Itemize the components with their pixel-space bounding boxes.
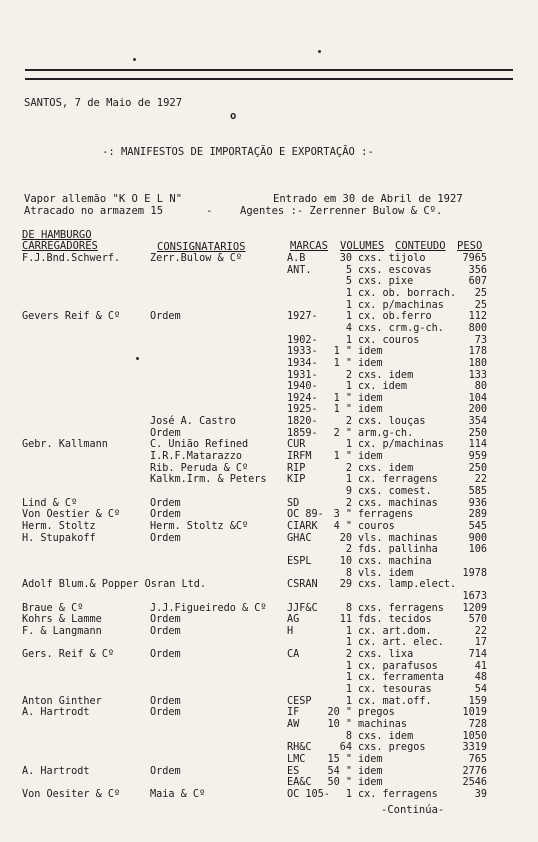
- cell-mar: 1927-: [287, 311, 318, 323]
- cell-peso: 1978: [462, 567, 487, 579]
- cell-con: Kalkm.Irm. & Peters: [150, 474, 267, 486]
- cell-desc: vls. machinas: [358, 532, 438, 544]
- cell-mar: AG: [287, 614, 300, 626]
- cell-rem: Adolf Blum.& Popper Osran Ltd.: [22, 579, 207, 591]
- cell-mar: 1940-: [287, 381, 318, 393]
- table-row: [0, 754, 538, 766]
- cell-con: Ordem: [150, 649, 181, 661]
- cell-desc: cxs. idem: [358, 369, 414, 381]
- cell-qty: 4 ": [333, 520, 352, 532]
- table-row: [0, 672, 538, 684]
- cell-mar: 1934-: [287, 357, 318, 369]
- cell-qty: 4: [345, 322, 352, 334]
- cell-peso: 25: [474, 299, 487, 311]
- col-carregadores: CARREGADORES: [22, 240, 98, 252]
- agents-line: Agentes :- Zerrenner Bulow & Cº.: [240, 205, 443, 217]
- cell-mar: 1925-: [287, 404, 318, 416]
- cell-qty: 10 ": [327, 719, 352, 730]
- cell-qty: 30: [339, 253, 352, 264]
- cell-mar: 1820-: [287, 416, 318, 428]
- cell-qty: 9: [345, 486, 352, 497]
- cell-qty: 1 ": [333, 357, 352, 369]
- cell-qty: 2 ": [333, 427, 352, 439]
- table-row: [0, 416, 538, 428]
- table-row: [0, 253, 538, 265]
- cell-desc: idem: [358, 753, 383, 765]
- cell-qty: 8: [345, 567, 352, 579]
- cell-mar: SD: [287, 497, 300, 509]
- table-row: [0, 474, 538, 486]
- cell-desc: cxs. comest.: [358, 486, 432, 497]
- cell-peso: 54: [474, 684, 487, 696]
- table-row: [0, 451, 538, 463]
- cell-con: Ordem: [150, 707, 181, 719]
- cell-desc: cxs. crm.g-ch.: [358, 322, 444, 334]
- docked-line: Atracado no armazem 15: [24, 205, 164, 217]
- cell-desc: cx. p/machinas: [358, 299, 444, 311]
- cell-qty: 1 ": [333, 451, 352, 463]
- table-row: [0, 439, 538, 451]
- cell-mar: LMC: [287, 753, 306, 765]
- table-row: [0, 393, 538, 405]
- cell-peso: 354: [468, 416, 487, 428]
- cell-qty: 1: [345, 660, 352, 672]
- cell-desc: cx. art.dom.: [358, 625, 432, 637]
- cell-con: Ordem: [150, 614, 181, 626]
- table-row: [0, 498, 538, 510]
- cell-con: Ordem: [150, 509, 181, 521]
- table-row: [0, 463, 538, 475]
- cell-desc: cxs. tijolo: [358, 253, 426, 264]
- cell-peso: 73: [474, 334, 487, 346]
- col-conteudo: CONTEUDO: [395, 240, 446, 252]
- cell-peso: 1209: [462, 602, 487, 614]
- cell-desc: cx. ferragens: [358, 474, 438, 486]
- cell-qty: 29: [339, 579, 352, 591]
- cell-peso: 959: [468, 451, 487, 463]
- cell-desc: cxs. idem: [358, 462, 414, 474]
- cell-desc: vls. idem: [358, 567, 414, 579]
- cell-desc: idem: [358, 404, 383, 416]
- cell-desc: cxs. pixe: [358, 276, 414, 288]
- cell-con: I.R.F.Matarazzo: [150, 451, 243, 463]
- table-row: [0, 661, 538, 673]
- cell-mar: ANT.: [287, 264, 312, 276]
- cell-peso: 714: [468, 649, 487, 661]
- cell-desc: idem: [358, 392, 383, 404]
- cell-rem: A. Hartrodt: [22, 707, 90, 719]
- cell-mar: GHAC: [287, 532, 312, 544]
- cell-desc: cx. p/machinas: [358, 439, 444, 451]
- cell-desc: cxs. pregos: [358, 742, 426, 754]
- cell-con: J.J.Figueiredo & Cº: [150, 602, 267, 614]
- cell-peso: 585: [468, 486, 487, 497]
- scan-speck: [133, 58, 136, 61]
- cell-qty: 2: [345, 497, 352, 509]
- col-consignatarios: CONSIGNATARIOS: [157, 241, 246, 253]
- table-row: [0, 486, 538, 498]
- cell-qty: 2: [345, 416, 352, 428]
- cell-qty: 1: [345, 684, 352, 696]
- top-rule-1: [25, 69, 513, 71]
- table-row: [0, 637, 538, 649]
- cell-mar: A.B: [287, 253, 306, 264]
- cell-con: Herm. Stoltz &Cº: [150, 520, 249, 532]
- cell-rem: F.J.Bnd.Schwerf.: [22, 253, 121, 264]
- cell-con: Ordem: [150, 497, 181, 509]
- cell-rem: Anton Ginther: [22, 695, 102, 707]
- cell-qty: 1: [345, 672, 352, 684]
- table-row: [0, 381, 538, 393]
- cell-desc: cx. ob.ferro: [358, 311, 432, 323]
- cell-peso: 800: [468, 322, 487, 334]
- cell-peso: 936: [468, 497, 487, 509]
- cell-rem: Gevers Reif & Cº: [22, 311, 121, 323]
- cell-mar: EA&C: [287, 777, 312, 789]
- cell-rem: Von Oestier & Cº: [22, 509, 121, 521]
- cell-qty: 54 ": [327, 765, 352, 777]
- table-row: [0, 276, 538, 288]
- cell-rem: A. Hartrodt: [22, 765, 90, 777]
- cell-mar: ESPL: [287, 555, 312, 567]
- table-row: [0, 311, 538, 323]
- table-row: [0, 591, 538, 603]
- cell-peso: 728: [468, 719, 487, 730]
- cell-peso: 250: [468, 427, 487, 439]
- table-row: [0, 533, 538, 545]
- cell-rem: Gebr. Kallmann: [22, 439, 108, 451]
- document-heading: -: MANIFESTOS DE IMPORTAÇÃO E EXPORTAÇÃO :-: [102, 146, 374, 158]
- cell-desc: cx. parafusos: [358, 660, 438, 672]
- arrival-date: Entrado em 30 de Abril de 1927: [273, 193, 463, 205]
- cell-qty: 1: [345, 637, 352, 649]
- cell-qty: 11: [339, 614, 352, 626]
- cell-rem: Gers. Reif & Cº: [22, 649, 115, 661]
- cell-mar: IRFM: [287, 451, 312, 463]
- cell-desc: cxs. machina: [358, 555, 432, 567]
- cell-qty: 20: [339, 532, 352, 544]
- cell-qty: 8: [345, 602, 352, 614]
- cell-peso: 250: [468, 462, 487, 474]
- cell-con: Rib. Peruda & Cº: [150, 462, 249, 474]
- vessel-line: Vapor allemão "K O E L N": [24, 193, 183, 205]
- cell-mar: OC 89-: [287, 509, 324, 521]
- table-row: [0, 614, 538, 626]
- cell-con: Ordem: [150, 427, 181, 439]
- cell-desc: cx. idem: [358, 381, 408, 393]
- cell-con: Ordem: [150, 311, 181, 323]
- cell-desc: cxs. lixa: [358, 649, 414, 661]
- table-row: [0, 766, 538, 778]
- table-row: [0, 323, 538, 335]
- cell-rem: Lind & Cº: [22, 497, 78, 509]
- cell-peso: 2546: [462, 777, 487, 789]
- table-row: [0, 521, 538, 533]
- table-row: [0, 335, 538, 347]
- cell-desc: cxs. escovas: [358, 264, 432, 276]
- cell-peso: 112: [468, 311, 487, 323]
- cell-peso: 1050: [462, 730, 487, 742]
- cell-peso: 114: [468, 439, 487, 451]
- cell-mar: OC 105-: [287, 788, 330, 800]
- cell-mar: AW: [287, 719, 300, 730]
- table-row: [0, 544, 538, 556]
- cell-peso: 1019: [462, 707, 487, 719]
- cell-mar: 1924-: [287, 392, 318, 404]
- cell-desc: pregos: [358, 707, 395, 719]
- cell-mar: CIARK: [287, 520, 318, 532]
- cell-con: C. União Refined: [150, 439, 249, 451]
- cell-qty: 8: [345, 730, 352, 742]
- table-row: [0, 684, 538, 696]
- cell-peso: 1673: [462, 590, 487, 602]
- cell-qty: 2: [345, 544, 352, 556]
- cell-peso: 178: [468, 346, 487, 358]
- scan-speck: [318, 50, 321, 53]
- cell-mar: 1931-: [287, 369, 318, 381]
- table-row: [0, 626, 538, 638]
- cell-qty: 2: [345, 369, 352, 381]
- cell-qty: 15 ": [327, 753, 352, 765]
- cell-peso: 106: [468, 544, 487, 556]
- cell-rem: Braue & Cº: [22, 602, 84, 614]
- cell-qty: 1: [345, 311, 352, 323]
- cell-desc: idem: [358, 357, 383, 369]
- cell-peso: 545: [468, 520, 487, 532]
- place-date: SANTOS, 7 de Maio de 1927: [24, 97, 183, 109]
- cell-peso: 104: [468, 392, 487, 404]
- top-rule-2: [25, 78, 513, 80]
- table-row: [0, 404, 538, 416]
- cell-desc: cxs. ferragens: [358, 602, 444, 614]
- cell-con: Ordem: [150, 625, 181, 637]
- cell-qty: 5: [345, 264, 352, 276]
- table-row: [0, 568, 538, 580]
- cell-qty: 1 ": [333, 346, 352, 358]
- table-row: [0, 719, 538, 731]
- cell-mar: CUR: [287, 439, 306, 451]
- cell-desc: cxs. idem: [358, 730, 414, 742]
- cell-peso: 180: [468, 357, 487, 369]
- table-row: [0, 777, 538, 789]
- cell-con: Ordem: [150, 695, 181, 707]
- col-marcas: MARCAS: [290, 240, 328, 252]
- cell-desc: cx. mat.off.: [358, 695, 432, 707]
- cell-desc: cxs. louças: [358, 416, 426, 428]
- col-volumes: VOLUMES: [340, 240, 385, 252]
- cell-desc: idem: [358, 765, 383, 777]
- cell-rem: H. Stupakoff: [22, 532, 96, 544]
- table-row: [0, 707, 538, 719]
- cell-mar: ES: [287, 765, 300, 777]
- cell-peso: 900: [468, 532, 487, 544]
- cell-qty: 1 ": [333, 404, 352, 416]
- cell-qty: 1: [345, 439, 352, 451]
- cell-peso: 41: [474, 660, 487, 672]
- bullet-mark: o: [230, 110, 237, 122]
- cell-rem: Kohrs & Lamme: [22, 614, 102, 626]
- cell-qty: 1 ": [333, 392, 352, 404]
- table-row: [0, 742, 538, 754]
- cell-peso: 765: [468, 753, 487, 765]
- cell-con: Ordem: [150, 532, 181, 544]
- cell-peso: 7965: [462, 253, 487, 264]
- cell-peso: 48: [474, 672, 487, 684]
- cell-mar: RH&C: [287, 742, 312, 754]
- cell-peso: 22: [474, 474, 487, 486]
- cell-peso: 80: [474, 381, 487, 393]
- cell-mar: 1933-: [287, 346, 318, 358]
- cell-qty: 1: [345, 334, 352, 346]
- table-row: [0, 731, 538, 743]
- cell-qty: 1: [345, 381, 352, 393]
- cell-qty: 2: [345, 462, 352, 474]
- cell-con: Maia & Cº: [150, 788, 206, 800]
- cell-desc: arm.g-ch.: [358, 427, 414, 439]
- cell-qty: 1: [345, 299, 352, 311]
- docked-dash: -: [206, 205, 213, 217]
- cell-qty: 1: [345, 474, 352, 486]
- cell-con: José A. Castro: [150, 416, 236, 428]
- cell-qty: 10: [339, 555, 352, 567]
- cell-desc: idem: [358, 451, 383, 463]
- cell-qty: 5: [345, 276, 352, 288]
- cell-mar: IF: [287, 707, 300, 719]
- table-row: [0, 556, 538, 568]
- cell-mar: 1902-: [287, 334, 318, 346]
- cell-desc: cxs. machinas: [358, 497, 438, 509]
- cell-desc: machinas: [358, 719, 408, 730]
- table-row: [0, 265, 538, 277]
- cell-mar: JJF&C: [287, 602, 318, 614]
- cell-peso: 2776: [462, 765, 487, 777]
- cell-mar: KIP: [287, 474, 306, 486]
- cell-qty: 50 ": [327, 777, 352, 789]
- cell-desc: ferragens: [358, 509, 414, 521]
- cell-peso: 159: [468, 695, 487, 707]
- table-row: [0, 789, 538, 801]
- cell-qty: 1: [345, 695, 352, 707]
- cell-desc: cx. ferragens: [358, 788, 438, 800]
- cell-qty: 64: [339, 742, 352, 754]
- cell-mar: CA: [287, 649, 300, 661]
- cell-qty: 2: [345, 649, 352, 661]
- origin-label: DE HAMBURGO: [22, 229, 92, 241]
- cell-mar: 1859-: [287, 427, 318, 439]
- cell-desc: idem: [358, 777, 383, 789]
- cell-rem: Von Oesiter & Cº: [22, 788, 121, 800]
- continues-note: -Continúa-: [381, 804, 445, 816]
- table-row: [0, 509, 538, 521]
- cell-desc: cx. art. elec.: [358, 637, 444, 649]
- cell-desc: cx. ferramenta: [358, 672, 444, 684]
- cell-mar: RIP: [287, 462, 306, 474]
- cell-peso: 356: [468, 264, 487, 276]
- cell-con: Zerr.Bulow & Cº: [150, 253, 243, 264]
- cell-desc: fds. tecidos: [358, 614, 432, 626]
- cell-peso: 25: [474, 287, 487, 299]
- table-row: [0, 603, 538, 615]
- cell-peso: 39: [474, 788, 487, 800]
- cell-qty: 1: [345, 287, 352, 299]
- cell-peso: 17: [474, 637, 487, 649]
- cell-con: Ordem: [150, 765, 181, 777]
- table-row: [0, 346, 538, 358]
- cell-mar: H: [287, 625, 294, 637]
- cell-peso: 22: [474, 625, 487, 637]
- cell-peso: 289: [468, 509, 487, 521]
- table-row: [0, 300, 538, 312]
- col-peso: PESO: [457, 240, 483, 252]
- table-row: [0, 649, 538, 661]
- cell-rem: F. & Langmann: [22, 625, 102, 637]
- cell-qty: 3 ": [333, 509, 352, 521]
- cell-mar: CSRAN: [287, 579, 318, 591]
- cell-qty: 1: [345, 625, 352, 637]
- table-row: [0, 358, 538, 370]
- cell-desc: cxs. lamp.elect.: [358, 579, 457, 591]
- cell-peso: 570: [468, 614, 487, 626]
- table-row: [0, 370, 538, 382]
- cell-qty: 20 ": [327, 707, 352, 719]
- cell-desc: fds. pallinha: [358, 544, 438, 556]
- cell-desc: idem: [358, 346, 383, 358]
- cell-desc: cx. ob. borrach.: [358, 287, 457, 299]
- table-row: [0, 428, 538, 440]
- cell-peso: 607: [468, 276, 487, 288]
- cell-desc: cx. tesouras: [358, 684, 432, 696]
- cell-mar: CESP: [287, 695, 312, 707]
- cell-peso: 200: [468, 404, 487, 416]
- cell-peso: 3319: [462, 742, 487, 754]
- table-row: [0, 288, 538, 300]
- table-row: [0, 579, 538, 591]
- cell-rem: Herm. Stoltz: [22, 520, 96, 532]
- table-row: [0, 696, 538, 708]
- cell-desc: cx. couros: [358, 334, 420, 346]
- cell-peso: 133: [468, 369, 487, 381]
- cell-desc: couros: [358, 520, 395, 532]
- cell-qty: 1: [345, 788, 352, 800]
